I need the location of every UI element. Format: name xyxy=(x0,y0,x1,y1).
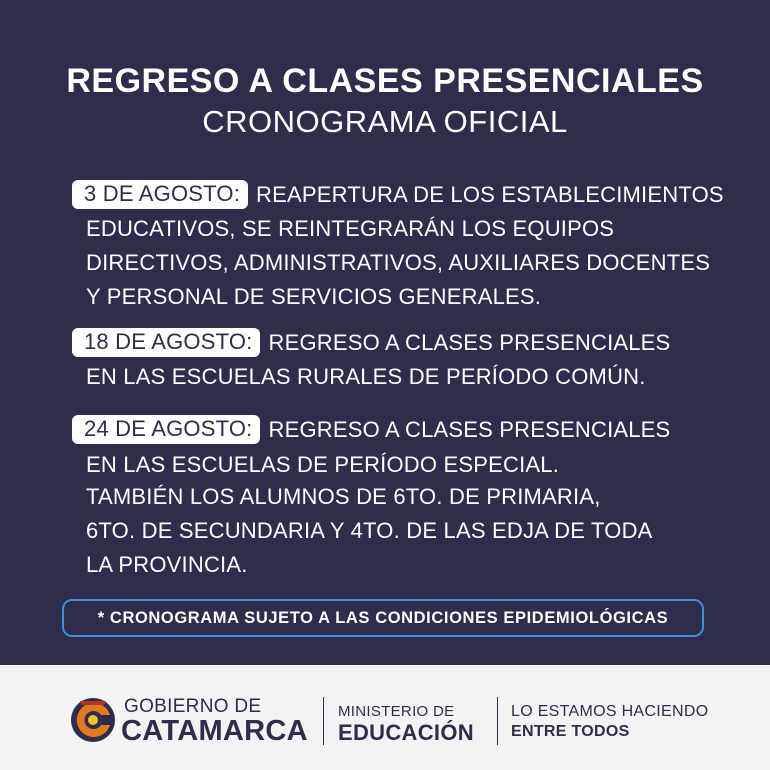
schedule-line: REAPERTURA DE LOS ESTABLECIMIENTOS xyxy=(256,181,724,207)
divider xyxy=(323,697,324,745)
date-badge: 3 DE AGOSTO: xyxy=(72,180,248,209)
government-label: GOBIERNO DE xyxy=(124,696,262,717)
footer xyxy=(0,665,770,770)
disclaimer-note xyxy=(62,599,704,637)
ministry-label: MINISTERIO DE xyxy=(338,703,455,720)
slogan-top: LO ESTAMOS HACIENDO xyxy=(511,703,709,720)
schedule-line: EN LAS ESCUELAS DE PERÍODO ESPECIAL. xyxy=(86,452,560,477)
schedule-line: REGRESO A CLASES PRESENCIALES xyxy=(268,416,671,442)
schedule-line: 6TO. DE SECUNDARIA Y 4TO. DE LAS EDJA DE TODA xyxy=(86,518,653,543)
schedule-line: LA PROVINCIA. xyxy=(86,552,248,577)
schedule-line: TAMBIÉN LOS ALUMNOS DE 6TO. DE PRIMARIA, xyxy=(86,484,601,509)
date-badge: 24 DE AGOSTO: xyxy=(72,415,260,444)
schedule-line: DIRECTIVOS, ADMINISTRATIVOS, AUXILIARES DOCENTES xyxy=(86,250,711,275)
date-badge: 18 DE AGOSTO: xyxy=(72,328,260,357)
disclaimer-text: * CRONOGRAMA SUJETO A LAS CONDICIONES EPIDEMIOLÓGICAS xyxy=(97,608,669,627)
slogan-main: ENTRE TODOS xyxy=(511,723,630,740)
schedule-line: EDUCATIVOS, SE REINTEGRARÁN LOS EQUIPOS xyxy=(86,216,615,241)
schedule-line: Y PERSONAL DE SERVICIOS GENERALES. xyxy=(86,284,542,309)
government-name: CATAMARCA xyxy=(121,715,308,747)
ministry-name: EDUCACIÓN xyxy=(338,720,474,745)
catamarca-logo-icon xyxy=(66,691,120,745)
page-title: REGRESO A CLASES PRESENCIALES xyxy=(66,62,704,100)
divider xyxy=(497,697,498,745)
page-subtitle: CRONOGRAMA OFICIAL xyxy=(202,104,568,139)
schedule-line: REGRESO A CLASES PRESENCIALES xyxy=(268,329,671,355)
schedule-line: EN LAS ESCUELAS RURALES DE PERÍODO COMÚN. xyxy=(86,364,646,389)
